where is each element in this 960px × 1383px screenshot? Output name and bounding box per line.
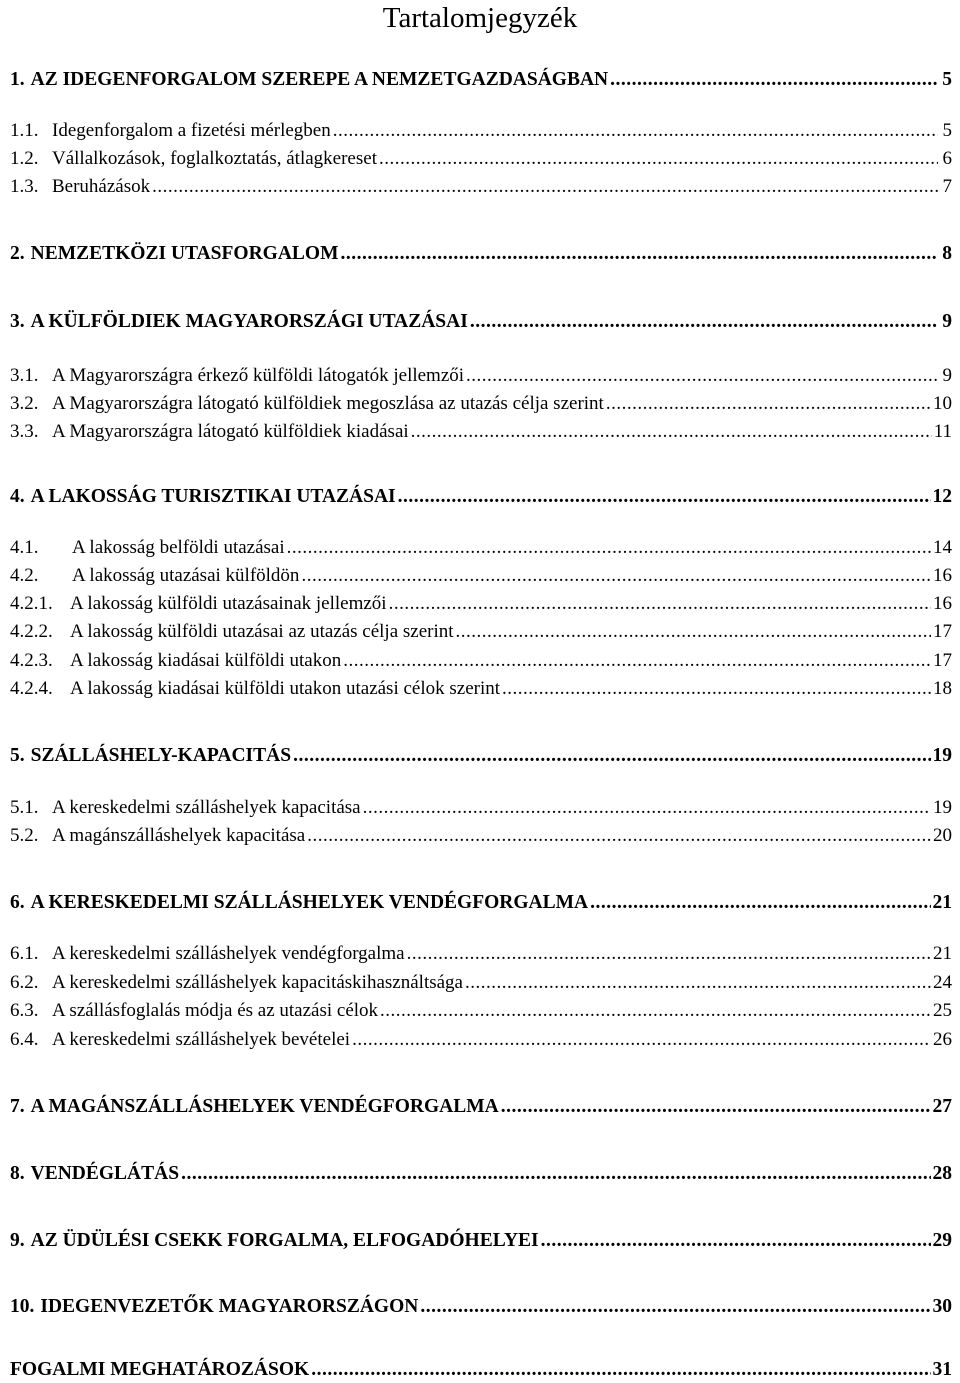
toc-entry-number: 1.1. — [10, 120, 39, 141]
toc-entry-number: 6. — [10, 892, 25, 913]
toc-entry-label: FOGALMI MEGHATÁROZÁSOK — [10, 1359, 310, 1380]
toc-entry-label: NEMZETKÖZI UTASFORGALOM — [30, 243, 339, 264]
toc-entry-number: 1.2. — [10, 148, 39, 169]
toc-entry[interactable] — [10, 391, 952, 417]
dot-leader — [456, 619, 931, 645]
toc-entry-number: 7. — [10, 1096, 25, 1117]
toc-entry[interactable] — [10, 823, 952, 849]
toc-entry-number: 9. — [10, 1230, 25, 1251]
toc-entry-page: 11 — [933, 421, 952, 442]
toc-entry-page: 12 — [932, 486, 952, 507]
dot-leader — [181, 1161, 930, 1187]
toc-entry[interactable] — [10, 591, 952, 617]
toc-entry[interactable] — [10, 146, 952, 172]
toc-entry-page: 25 — [933, 1000, 952, 1021]
toc-entry[interactable] — [10, 309, 952, 335]
toc-entry-number: 6.2. — [10, 972, 39, 993]
toc-entry-number: 4.2. — [10, 565, 39, 586]
toc-entry-page: 21 — [933, 943, 952, 964]
toc-entry-page: 5 — [942, 69, 952, 90]
toc-entry-page: 7 — [942, 176, 952, 197]
toc-entry-label: AZ IDEGENFORGALOM SZEREPE A NEMZETGAZDASÁGBAN — [30, 69, 609, 90]
dot-leader — [293, 743, 930, 769]
toc-entry-number: 4.2.2. — [10, 621, 53, 642]
toc-entry-label: IDEGENVEZETŐK MAGYARORSZÁGON — [40, 1296, 419, 1317]
toc-entry-number: 3.3. — [10, 421, 39, 442]
toc-entry-page: 19 — [933, 797, 952, 818]
toc-entry-number: 6.3. — [10, 1000, 39, 1021]
toc-entry-label: VENDÉGLÁTÁS — [30, 1163, 180, 1184]
toc-entry-page: 5 — [942, 120, 952, 141]
toc-entry-label: AZ ÜDÜLÉSI CSEKK FORGALMA, ELFOGADÓHELYEI — [30, 1230, 539, 1251]
toc-entry-page: 24 — [933, 972, 952, 993]
dot-leader — [363, 795, 931, 821]
toc-entry[interactable] — [10, 619, 952, 645]
toc-entry-page: 18 — [933, 678, 952, 699]
toc-entry-label: A KERESKEDELMI SZÁLLÁSHELYEK VENDÉGFORGALMA — [30, 892, 589, 913]
toc-entry-label: A kereskedelmi szálláshelyek vendégforgalma — [52, 943, 405, 964]
toc-entry-page: 16 — [933, 565, 952, 586]
toc-entry-label: A MAGÁNSZÁLLÁSHELYEK VENDÉGFORGALMA — [30, 1096, 499, 1117]
toc-entry[interactable] — [10, 998, 952, 1024]
dot-leader — [311, 1357, 930, 1383]
toc-entry[interactable] — [10, 1228, 952, 1254]
toc-entry-number: 6.4. — [10, 1029, 39, 1050]
toc-entry[interactable] — [10, 1094, 952, 1120]
toc-entry-number: 8. — [10, 1163, 25, 1184]
toc-entry[interactable] — [10, 970, 952, 996]
toc-entry-number: 3.1. — [10, 365, 39, 386]
toc-entry-number: 3. — [10, 311, 25, 332]
toc-entry-page: 27 — [932, 1096, 952, 1117]
toc-entry-number: 4.2.4. — [10, 678, 53, 699]
toc-entry-number: 1. — [10, 69, 25, 90]
toc-entry-page: 20 — [933, 825, 952, 846]
toc-entry-label: A Magyarországra látogató külföldiek kiadásai — [52, 421, 409, 442]
toc-entry-page: 17 — [933, 621, 952, 642]
toc-entry-label: A kereskedelmi szálláshelyek kapacitása — [52, 797, 361, 818]
toc-entry-number: 5.2. — [10, 825, 39, 846]
toc-entry[interactable] — [10, 535, 952, 561]
toc-entry-page: 29 — [932, 1230, 952, 1251]
dot-leader — [380, 998, 931, 1024]
dot-leader — [466, 363, 938, 389]
dot-leader — [411, 419, 932, 445]
dot-leader — [398, 484, 931, 510]
dot-leader — [341, 241, 938, 267]
dot-leader — [502, 676, 931, 702]
toc-entry-label: A lakosság kiadásai külföldi utakon utazási célok szerint — [70, 678, 501, 699]
dot-leader — [501, 1094, 931, 1120]
toc-entry-page: 17 — [933, 650, 952, 671]
toc-entry[interactable] — [10, 890, 952, 916]
toc-entry[interactable] — [10, 241, 952, 267]
toc-entry-label: A kereskedelmi szálláshelyek bevételei — [52, 1029, 351, 1050]
dot-leader — [606, 391, 931, 417]
dot-leader — [379, 146, 938, 172]
toc-entry-label: A lakosság utazásai külföldön — [72, 565, 300, 586]
toc-entry-number: 4.2.1. — [10, 593, 53, 614]
dot-leader — [307, 823, 931, 849]
toc-entry-page: 16 — [933, 593, 952, 614]
toc-entry-label: A szállásfoglalás módja és az utazási célok — [52, 1000, 379, 1021]
toc-entry-page: 31 — [932, 1359, 952, 1380]
toc-entry-label: A kereskedelmi szálláshelyek kapacitáskihasználtsága — [52, 972, 463, 993]
toc-entry[interactable] — [10, 419, 952, 445]
toc-entry[interactable] — [10, 1294, 952, 1320]
toc-entry[interactable] — [10, 67, 952, 93]
toc-entry-label: A lakosság kiadásai külföldi utakon — [70, 650, 342, 671]
toc-entry-page: 8 — [942, 243, 952, 264]
toc-entry-page: 28 — [932, 1163, 952, 1184]
toc-entry-label: A Magyarországra látogató külföldiek megoszlása az utazás célja szerint — [52, 393, 604, 414]
dot-leader — [465, 970, 931, 996]
dot-leader — [301, 563, 931, 589]
toc-entry[interactable] — [10, 174, 952, 200]
page-title: Tartalomjegyzék — [382, 2, 578, 34]
toc-entry-page: 14 — [933, 537, 952, 558]
toc-entry-number: 3.2. — [10, 393, 39, 414]
dot-leader — [389, 591, 931, 617]
toc-entry[interactable] — [10, 941, 952, 967]
toc-entry[interactable] — [10, 648, 952, 674]
toc-entry-label: Idegenforgalom a fizetési mérlegben — [52, 120, 331, 141]
dot-leader — [152, 174, 938, 200]
toc-entry-label: A lakosság külföldi utazásainak jellemzői — [70, 593, 387, 614]
toc-entry-label: A Magyarországra érkező külföldi látogatók jellemzői — [52, 365, 465, 386]
dot-leader — [610, 67, 938, 93]
toc-entry[interactable] — [10, 484, 952, 510]
toc-entry[interactable] — [10, 676, 952, 702]
toc-entry[interactable] — [10, 1357, 952, 1383]
toc-entry-label: SZÁLLÁSHELY-KAPACITÁS — [30, 745, 292, 766]
toc-entry-number: 6.1. — [10, 943, 39, 964]
dot-leader — [420, 1294, 930, 1320]
toc-entry[interactable] — [10, 743, 952, 769]
dot-leader — [287, 535, 931, 561]
toc-entry[interactable] — [10, 1027, 952, 1053]
toc-entry-page: 9 — [942, 311, 952, 332]
dot-leader — [352, 1027, 931, 1053]
dot-leader — [407, 941, 931, 967]
toc-entry-number: 4.1. — [10, 537, 39, 558]
toc-entry-number: 2. — [10, 243, 25, 264]
toc-entry-page: 10 — [933, 393, 952, 414]
toc-entry[interactable] — [10, 1161, 952, 1187]
toc-entry-number: 5. — [10, 745, 25, 766]
dot-leader — [343, 648, 931, 674]
toc-entry-number: 5.1. — [10, 797, 39, 818]
toc-entry-number: 4. — [10, 486, 25, 507]
toc-entry-number: 4.2.3. — [10, 650, 53, 671]
toc-entry[interactable] — [10, 795, 952, 821]
dot-leader — [470, 309, 938, 335]
toc-entry-page: 26 — [933, 1029, 952, 1050]
toc-entry-label: Vállalkozások, foglalkoztatás, átlagkereset — [52, 148, 377, 169]
toc-entry-page: 21 — [932, 892, 952, 913]
dot-leader — [333, 118, 938, 144]
toc-entry-page: 30 — [932, 1296, 952, 1317]
toc-entry-label: A LAKOSSÁG TURISZTIKAI UTAZÁSAI — [30, 486, 396, 507]
toc-entry-page: 19 — [932, 745, 952, 766]
dot-leader — [541, 1228, 931, 1254]
toc-entry[interactable] — [10, 118, 952, 144]
toc-entry-label: A magánszálláshelyek kapacitása — [52, 825, 306, 846]
toc-entry-label: A lakosság külföldi utazásai az utazás célja szerint — [70, 621, 454, 642]
toc-entry-label: Beruházások — [52, 176, 151, 197]
toc-entry-number: 10. — [10, 1296, 35, 1317]
toc-entry-page: 9 — [942, 365, 952, 386]
toc-entry[interactable] — [10, 363, 952, 389]
toc-entry-label: A lakosság belföldi utazásai — [72, 537, 285, 558]
toc-entry[interactable] — [10, 563, 952, 589]
toc-entry-page: 6 — [942, 148, 952, 169]
toc-entry-number: 1.3. — [10, 176, 39, 197]
toc-entry-label: A KÜLFÖLDIEK MAGYARORSZÁGI UTAZÁSAI — [30, 311, 468, 332]
dot-leader — [590, 890, 930, 916]
